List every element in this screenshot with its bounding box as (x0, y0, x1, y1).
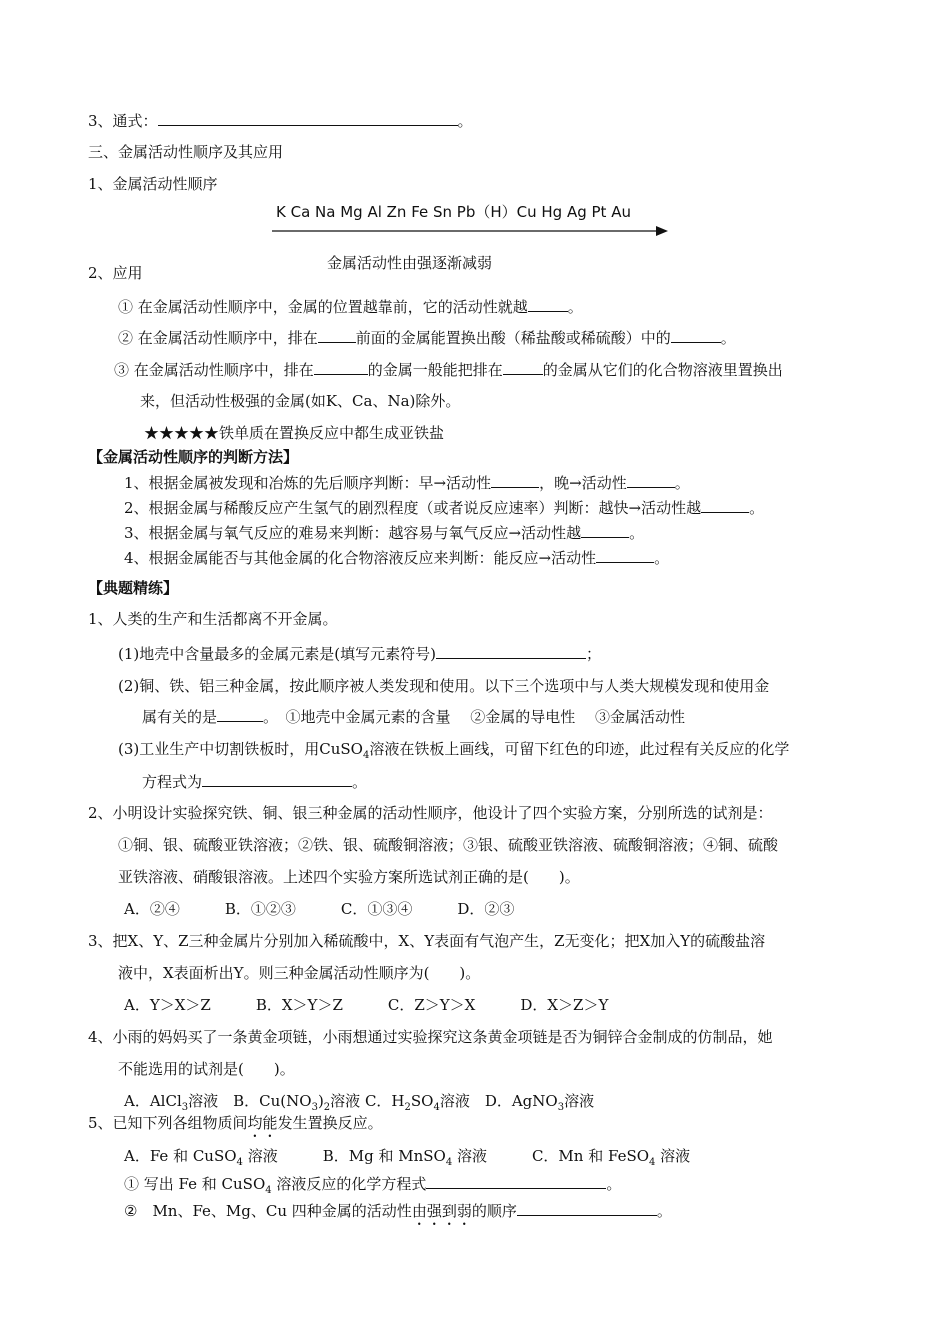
question-2-options: A．②④ B．①②③ C．①③④ D．②③ (124, 900, 515, 918)
text: (3)工业生产中切割铁板时，用CuSO (118, 740, 363, 758)
text: 3、根据金属与氧气反应的难易来判断：越容易与氧气反应→活动性越 (124, 524, 582, 542)
text: 溶液 C．H (330, 1092, 405, 1110)
application-2 (118, 327, 736, 348)
text: 方程式为 (142, 773, 203, 791)
answer-blank[interactable] (528, 296, 568, 312)
answer-blank[interactable] (503, 359, 543, 375)
judge-title: 【金属活动性顺序的判断方法】 (88, 448, 299, 466)
text: 1、根据金属被发现和冶炼的先后顺序判断：早→活动性 (124, 474, 492, 492)
judge-4 (124, 547, 669, 568)
subscript: 4 (445, 1157, 453, 1168)
text: 溶液在铁板上画线，可留下红色的印迹，此过程有关反应的化学 (369, 740, 790, 758)
text: 5、已知下列各组物质间 (88, 1114, 248, 1132)
question-5-1 (124, 1173, 621, 1194)
question-2: 2、小明设计实验探究铁、铜、银三种金属的活动性顺序，他设计了四个实验方案，分别所选的试剂是： (88, 804, 773, 822)
text: ，晚→活动性 (539, 474, 627, 492)
application-1 (118, 296, 583, 317)
question-3: 3、把X、Y、Z三种金属片分别加入稀硫酸中，X、Y表面有气泡产生，Z无变化；把X加入Y的硫酸盐溶 (88, 932, 766, 950)
text: A．AlCl (124, 1092, 182, 1110)
text: 溶液 (564, 1092, 595, 1110)
text: ② 在金属活动性顺序中，排在 (118, 329, 318, 347)
text: 。 ①地壳中金属元素的含量 ②金属的导电性 ③金属活动性 (263, 708, 686, 726)
answer-blank[interactable] (426, 1173, 606, 1189)
judge-3 (124, 522, 644, 543)
text: 。 (720, 329, 736, 347)
question-1-3 (118, 739, 789, 759)
text: 。 (567, 298, 583, 316)
text: 发生置换反应。 (277, 1114, 383, 1132)
text: ① 写出 Fe 和 CuSO (124, 1175, 266, 1193)
answer-blank[interactable] (596, 547, 654, 563)
question-4: 4、小雨的妈妈买了一条黄金项链，小雨想通过实验探究这条黄金项链是否为铜锌合金制成的仿制品，她 (88, 1028, 773, 1046)
answer-blank[interactable] (517, 1200, 657, 1216)
text: 。 (654, 549, 670, 567)
text: ； (585, 645, 601, 663)
emphasis-text: 均能 (247, 1114, 278, 1132)
question-1: 1、人类的生产和生活都离不开金属。 (88, 610, 338, 628)
answer-blank[interactable] (627, 472, 675, 488)
text: ) (317, 1092, 324, 1110)
text: (1)地壳中含量最多的金属元素是(填写元素符号) (118, 645, 436, 663)
question-2-cont: ①铜、银、硫酸亚铁溶液；②铁、银、硫酸铜溶液；③银、硫酸亚铁溶液、硫酸铜溶液；④铜、硫酸 (118, 836, 779, 854)
activity-caption: 金属活动性由强逐渐减弱 (327, 254, 493, 272)
subscript: 4 (265, 1185, 272, 1196)
emphasis-text: 由强到弱 (411, 1202, 472, 1220)
question-4-options (124, 1091, 594, 1111)
answer-blank[interactable] (314, 359, 368, 375)
question-1-1 (118, 643, 601, 664)
subscript: 4 (362, 750, 370, 761)
text: 2、根据金属与稀酸反应产生氢气的剧烈程度（或者说反应速率）判断：越快→活动性越 (124, 499, 702, 517)
text: 的金属从它们的化合物溶液里置换出 (542, 361, 783, 379)
text: ③ 在金属活动性顺序中，排在 (114, 361, 314, 379)
section-title: 三、金属活动性顺序及其应用 (88, 143, 284, 161)
answer-blank[interactable] (202, 771, 352, 787)
question-5-2 (124, 1200, 672, 1229)
question-3-cont: 液中，X表面析出Y。则三种金属活动性顺序为( )。 (118, 964, 481, 982)
text: 。 (629, 524, 645, 542)
text: 。 (749, 499, 765, 517)
text: ① 在金属活动性顺序中，金属的位置越靠前，它的活动性就越 (118, 298, 528, 316)
text: SO (410, 1092, 434, 1110)
subscript: 2 (323, 1102, 331, 1113)
application-3 (114, 359, 783, 380)
application-3-cont: 来，但活动性极强的金属(如K、Ca、Na)除外。 (140, 392, 461, 410)
subscript: 4 (236, 1157, 243, 1168)
answer-blank[interactable] (491, 472, 539, 488)
question-5-options (124, 1146, 690, 1166)
star-note: ★★★★★铁单质在置换反应中都生成亚铁盐 (144, 424, 445, 442)
text: 溶液 B．Cu(NO (188, 1092, 312, 1110)
answer-blank[interactable] (436, 643, 586, 659)
subscript: 4 (649, 1157, 656, 1168)
question-1-3-cont (142, 771, 367, 792)
answer-blank[interactable] (701, 497, 749, 513)
text: 前面的金属能置换出酸（稀盐酸或稀硫酸）中的 (355, 329, 671, 347)
judge-1 (124, 472, 690, 493)
text: 溶液 (655, 1147, 691, 1165)
answer-blank[interactable] (318, 327, 356, 343)
question-5 (88, 1113, 383, 1141)
question-1-2: (2)铜、铁、铝三种金属，按此顺序被人类发现和使用。以下三个选项中与人类大规模发现和使用金 (118, 677, 770, 695)
text: 4、根据金属能否与其他金属的化合物溶液反应来判断：能反应→活动性 (124, 549, 597, 567)
text: 。 (674, 474, 690, 492)
question-2-cont: 亚铁溶液、硝酸银溶液。上述四个实验方案所选试剂正确的是( )。 (118, 868, 580, 886)
question-1-2-cont (142, 706, 685, 727)
answer-blank[interactable] (158, 110, 458, 126)
text: 。 (352, 773, 368, 791)
judge-2 (124, 497, 764, 518)
general-formula-line (88, 110, 473, 131)
text: 属有关的是 (142, 708, 218, 726)
arrow-right-icon (272, 224, 668, 238)
text: 。 (656, 1202, 672, 1220)
activity-series: K Ca Na Mg Al Zn Fe Sn Pb（H）Cu Hg Ag Pt Au (276, 203, 631, 221)
subscript: 2 (404, 1102, 411, 1113)
text: 溶液 C．Mn 和 FeSO (452, 1147, 650, 1165)
answer-blank[interactable] (671, 327, 721, 343)
text: 溶液 D．AgNO (439, 1092, 558, 1110)
question-3-options: A．Y＞X＞Z B．X＞Y＞Z C．Z＞Y＞X D．X＞Z＞Y (124, 996, 609, 1014)
text: 。 (606, 1175, 622, 1193)
subscript: 3 (181, 1102, 189, 1113)
text: 溶液 B．Mg 和 MnSO (242, 1147, 446, 1165)
text: 3、通式： (88, 112, 158, 130)
text: A．Fe 和 CuSO (124, 1147, 237, 1165)
subsection-title: 1、金属活动性顺序 (88, 175, 218, 193)
subscript: 3 (311, 1102, 318, 1113)
text: 溶液反应的化学方程式 (271, 1175, 427, 1193)
subscript: 3 (557, 1102, 565, 1113)
answer-blank[interactable] (581, 522, 629, 538)
text: 。 (457, 112, 473, 130)
question-4-cont: 不能选用的试剂是( )。 (118, 1060, 295, 1078)
answer-blank[interactable] (217, 706, 263, 722)
text: ② Mn、Fe、Mg、Cu 四种金属的活动性 (124, 1202, 412, 1220)
text: 的顺序 (471, 1202, 517, 1220)
text: 的金属一般能把排在 (367, 361, 503, 379)
subscript: 4 (433, 1102, 440, 1113)
subsection-title: 2、应用 (88, 264, 143, 282)
practice-title: 【典题精练】 (88, 579, 179, 597)
